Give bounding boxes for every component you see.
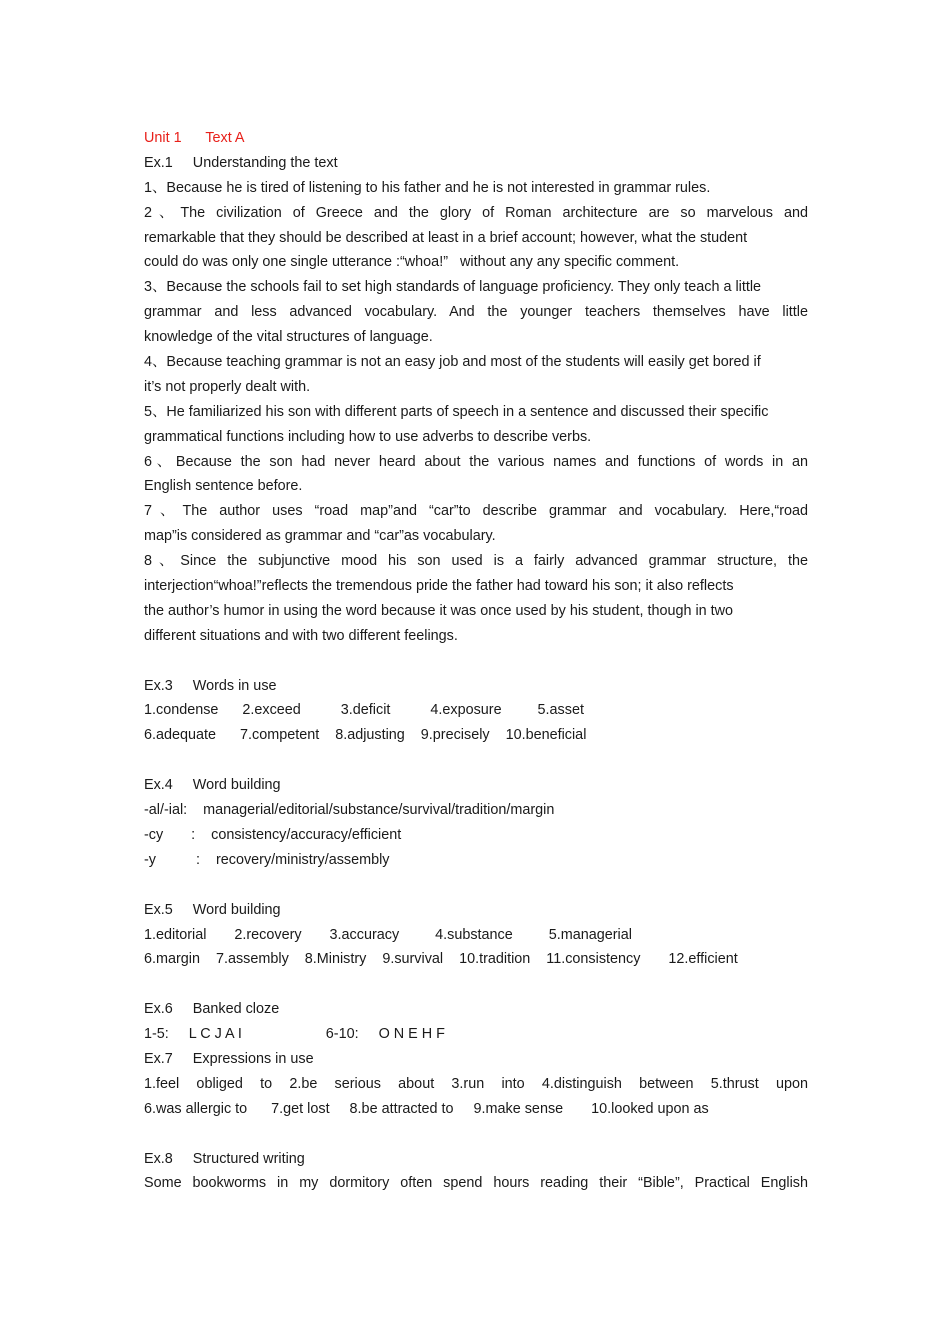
ex4-line: -al/-ial: managerial/editorial/substance/survival/tradition/margin bbox=[144, 802, 555, 819]
ex5-line: 1.editorial 2.recovery 3.accuracy 4.substance 5.managerial bbox=[144, 926, 632, 943]
spacer bbox=[144, 873, 808, 898]
ex6-number: Ex.6 bbox=[144, 1001, 173, 1018]
ex4-title: Word building bbox=[192, 777, 281, 794]
ex4-number: Ex.4 bbox=[144, 777, 173, 794]
ex1-line: English sentence before. bbox=[144, 478, 303, 495]
ex1-number: Ex.1 bbox=[144, 154, 173, 171]
ex1-line: 6、Because the son had never heard about the various names and functions of words in an bbox=[144, 453, 808, 470]
spacer bbox=[144, 649, 808, 674]
ex7-line: 6.was allergic to 7.get lost 8.be attracted to 9.make sense 10.looked upon as bbox=[144, 1100, 709, 1117]
ex3-number: Ex.3 bbox=[144, 677, 173, 694]
unit-title bbox=[144, 126, 808, 151]
spacer bbox=[144, 1122, 808, 1147]
ex1-line: different situations and with two different feelings. bbox=[144, 627, 458, 644]
ex6-heading bbox=[144, 997, 808, 1022]
unit-label: Unit 1 bbox=[144, 130, 182, 146]
ex1-line: 4、Because teaching grammar is not an easy job and most of the students will easily get bored if bbox=[144, 354, 761, 371]
ex6-line: 1-5: L C J A I 6-10: O N E H F bbox=[144, 1026, 445, 1043]
ex1-line: knowledge of the vital structures of language. bbox=[144, 329, 433, 346]
ex3-line: 1.condense 2.exceed 3.deficit 4.exposure 5.asset bbox=[144, 702, 584, 719]
ex5-line: 6.margin 7.assembly 8.Ministry 9.survival 10.tradition 11.consistency 12.efficient bbox=[144, 951, 738, 968]
ex3-title: Words in use bbox=[192, 677, 277, 694]
ex7-title: Expressions in use bbox=[192, 1050, 314, 1067]
ex1-line: remarkable that they should be described at least in a brief account; however, what the student bbox=[144, 229, 748, 246]
ex1-line: 8、Since the subjunctive mood his son used is a fairly advanced grammar structure, the bbox=[144, 553, 808, 570]
ex3-heading bbox=[144, 674, 808, 699]
ex1-line: interjection“whoa!”reflects the tremendous pride the father had toward his son; it also reflects bbox=[144, 578, 734, 595]
ex1-line: 5、He familiarized his son with different parts of speech in a sentence and discussed their specific bbox=[144, 403, 769, 420]
spacer bbox=[144, 972, 808, 997]
ex8-title: Structured writing bbox=[192, 1150, 305, 1167]
ex8-line: Some bookworms in my dormitory often spend hours reading their “Bible”, Practical English bbox=[144, 1175, 808, 1192]
ex8-number: Ex.8 bbox=[144, 1150, 173, 1167]
ex7-line: 1.feel obliged to 2.be serious about 3.run into 4.distinguish between 5.thrust upon bbox=[144, 1075, 808, 1092]
ex1-line: grammar and less advanced vocabulary. And the younger teachers themselves have little bbox=[144, 304, 808, 321]
ex5-heading bbox=[144, 898, 808, 923]
ex3-line: 6.adequate 7.competent 8.adjusting 9.precisely 10.beneficial bbox=[144, 727, 587, 744]
ex1-line: the author’s humor in using the word because it was once used by his student, though in two bbox=[144, 602, 734, 619]
ex1-line: map”is considered as grammar and “car”as vocabulary. bbox=[144, 528, 496, 545]
ex4-line: -cy : consistency/accuracy/efficient bbox=[144, 826, 402, 843]
ex1-line: 7、The author uses “road map”and “car”to describe grammar and vocabulary. Here,“road bbox=[144, 503, 808, 520]
ex4-line: -y : recovery/ministry/assembly bbox=[144, 851, 390, 868]
ex5-number: Ex.5 bbox=[144, 901, 173, 918]
ex1-line: grammatical functions including how to use adverbs to describe verbs. bbox=[144, 428, 592, 445]
ex4-heading bbox=[144, 773, 808, 798]
ex8-heading bbox=[144, 1147, 808, 1172]
ex1-heading bbox=[144, 151, 808, 176]
ex5-title: Word building bbox=[192, 901, 281, 918]
ex1-title: Understanding the text bbox=[192, 154, 338, 171]
text-label: Text A bbox=[205, 130, 245, 146]
ex6-title: Banked cloze bbox=[192, 1001, 280, 1018]
ex1-line: 1、Because he is tired of listening to his father and he is not interested in grammar rules. bbox=[144, 179, 711, 196]
ex7-heading bbox=[144, 1047, 808, 1072]
ex1-line: could do was only one single utterance :“whoa!” without any any specific comment. bbox=[144, 254, 680, 271]
ex1-line: 3、Because the schools fail to set high standards of language proficiency. They only teach a little bbox=[144, 279, 762, 296]
ex1-line: 2、The civilization of Greece and the glory of Roman architecture are so marvelous and bbox=[144, 204, 808, 221]
ex1-line: it’s not properly dealt with. bbox=[144, 378, 311, 395]
ex7-number: Ex.7 bbox=[144, 1050, 173, 1067]
spacer bbox=[144, 748, 808, 773]
document-page bbox=[144, 126, 808, 1196]
